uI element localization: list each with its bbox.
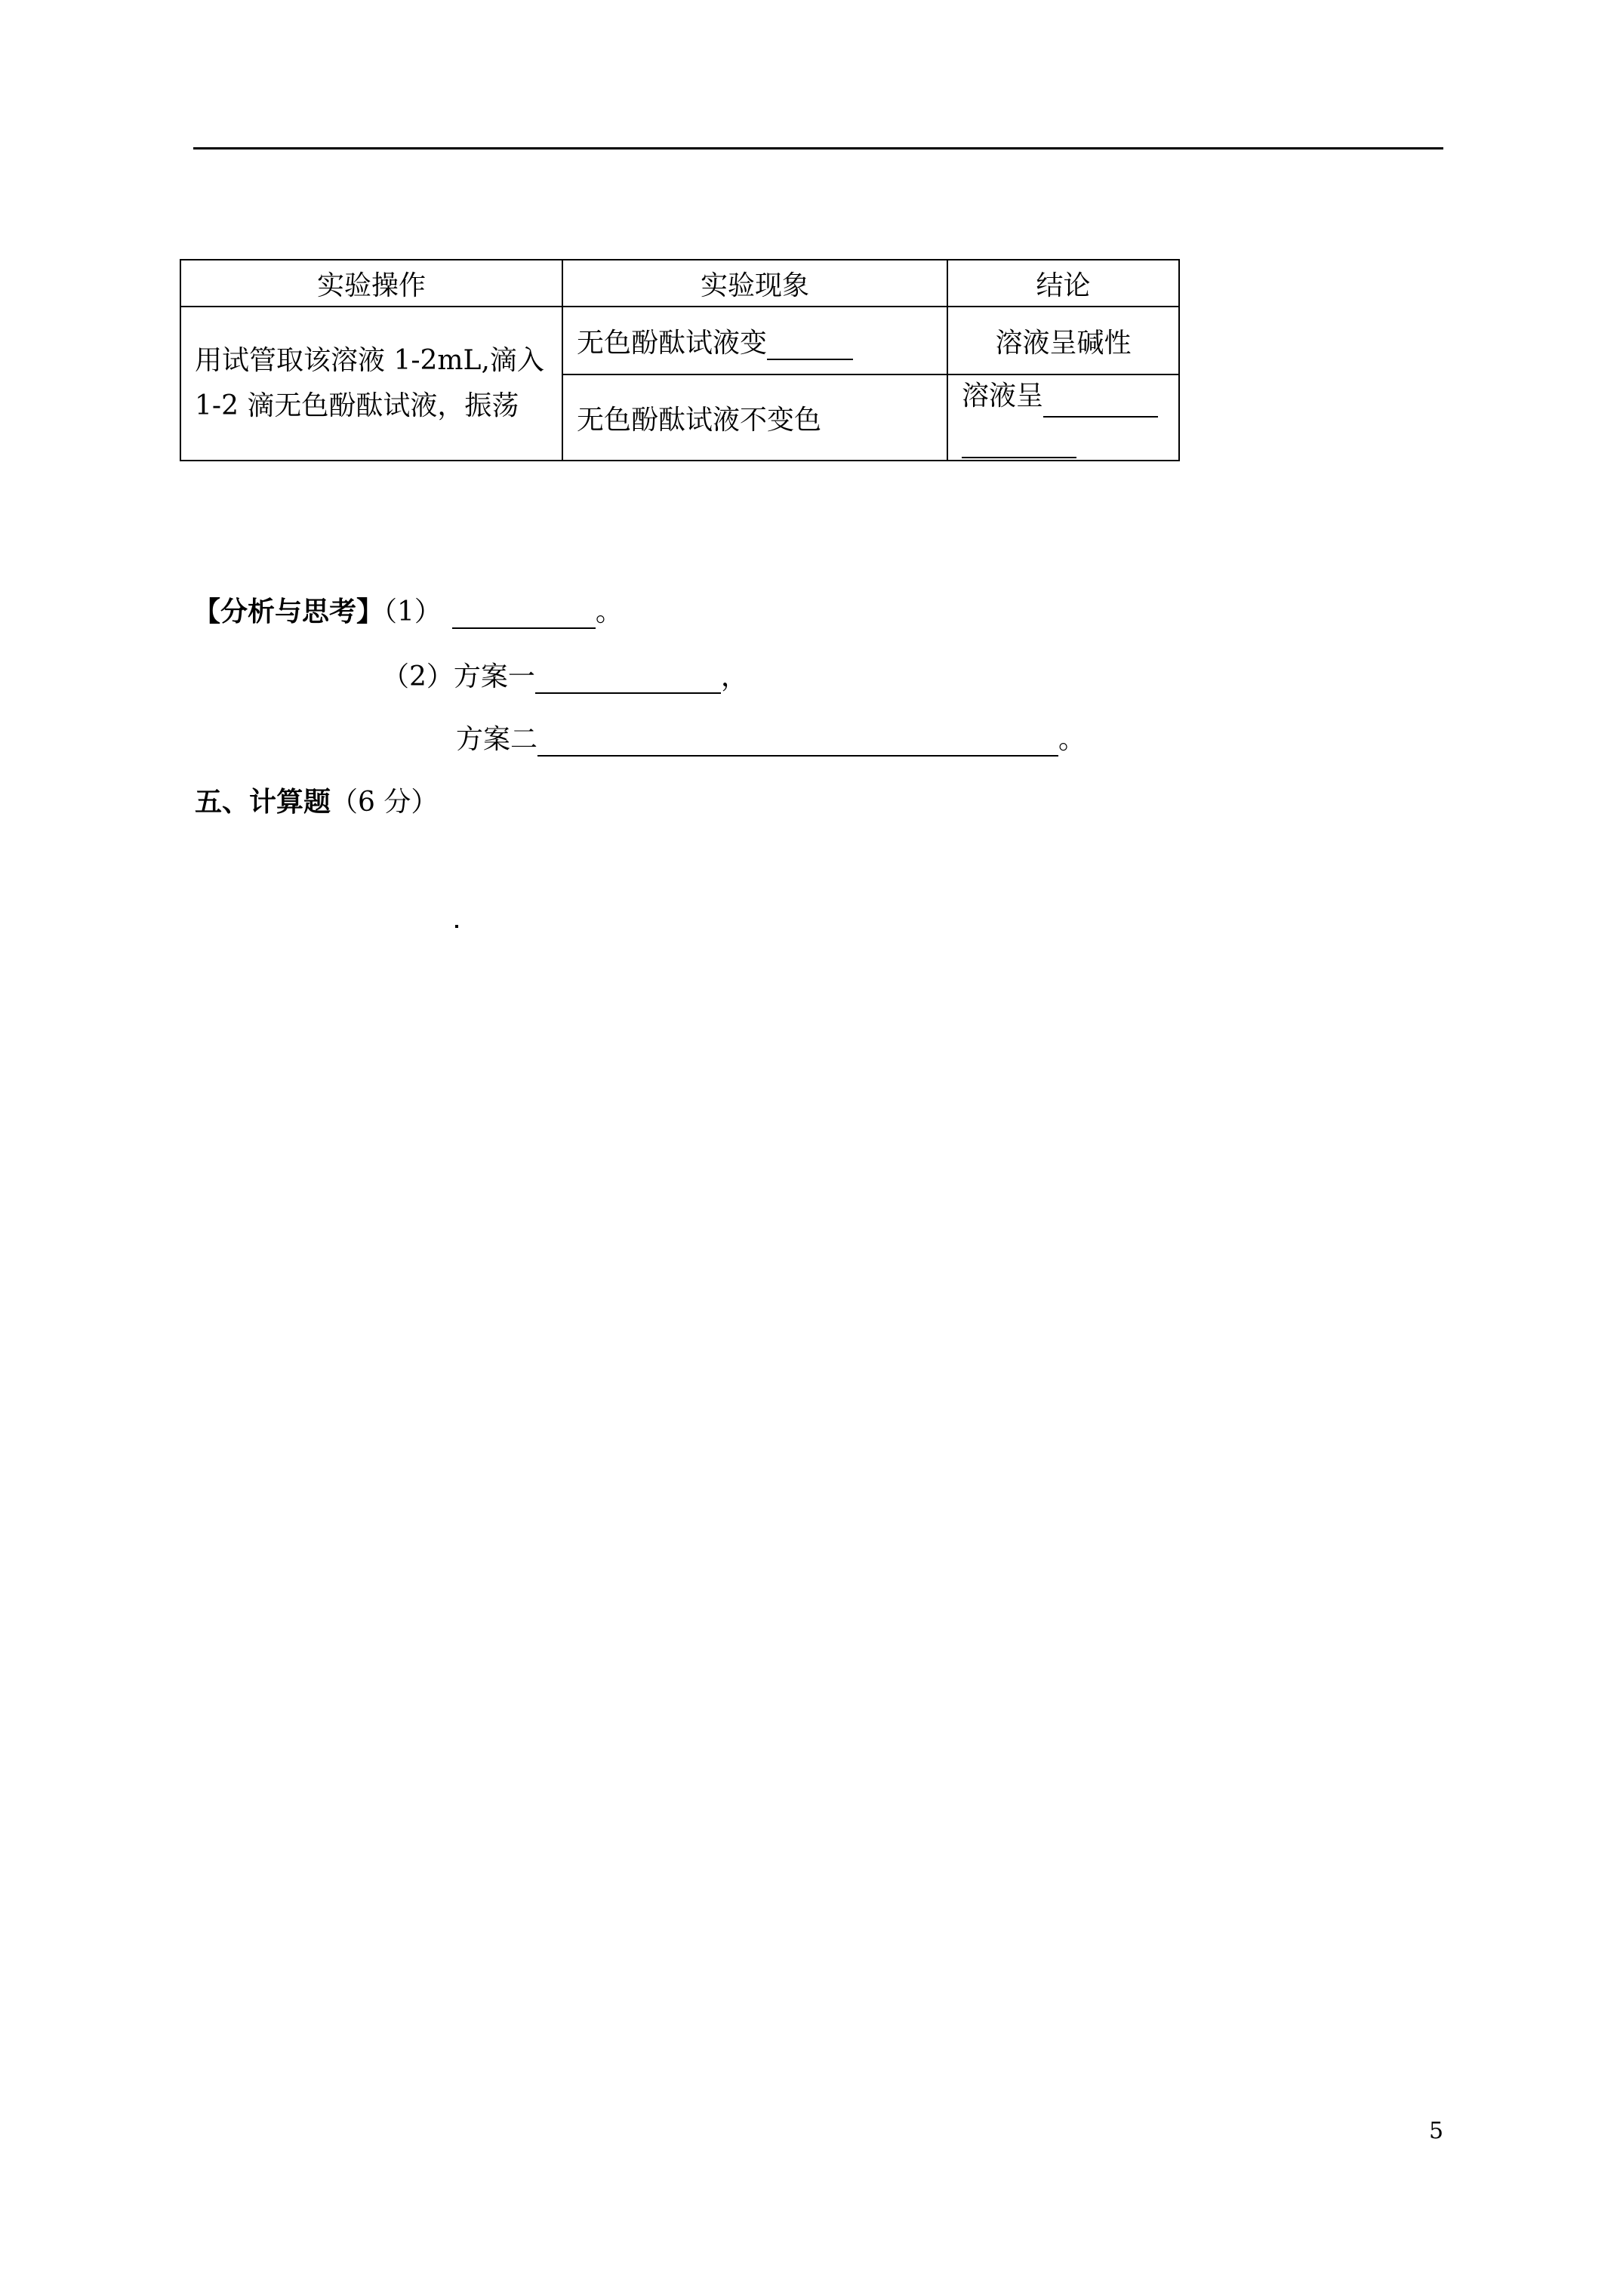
stray-dot xyxy=(455,925,458,928)
analysis-period-1: 。 xyxy=(595,596,623,627)
analysis-period-2: 。 xyxy=(1058,724,1086,755)
conclusion-cell-2 xyxy=(947,374,1179,461)
operation-cell xyxy=(180,307,562,461)
answer-blank-plan-2[interactable] xyxy=(537,724,1058,757)
answer-blank-plan-1[interactable] xyxy=(535,661,721,694)
conclusion-cell-1: 溶液呈碱性 xyxy=(947,307,1179,374)
section-5-heading xyxy=(195,781,438,819)
phenomenon-text-1: 无色酚酞试液变 xyxy=(577,327,768,359)
page-number: 5 xyxy=(1429,2118,1444,2144)
header-conclusion: 结论 xyxy=(947,260,1179,307)
answer-blank-color[interactable] xyxy=(767,328,853,360)
analysis-comma: ， xyxy=(720,661,748,692)
header-phenomenon: 实验现象 xyxy=(562,260,947,307)
analysis-plan-2: 方案二 xyxy=(456,724,538,755)
header-rule xyxy=(193,147,1443,149)
section-5-points: （6 分） xyxy=(331,787,439,818)
operation-line-1: 用试管取该溶液 1-2mL,滴入 xyxy=(195,345,544,376)
conclusion-text-2: 溶液呈 xyxy=(962,381,1044,411)
header-operation: 实验操作 xyxy=(180,260,562,307)
analysis-label: 【分析与思考】 xyxy=(193,596,384,627)
answer-blank-conclusion-b[interactable] xyxy=(962,418,1076,458)
analysis-item-1: （1） xyxy=(383,596,442,627)
answer-blank-analysis-1[interactable] xyxy=(452,596,596,629)
phenomenon-cell-1 xyxy=(562,307,947,374)
operation-line-2: 1-2 滴无色酚酞试液，振荡 xyxy=(195,390,519,421)
table-header-row xyxy=(180,260,1179,307)
answer-blank-conclusion-a[interactable] xyxy=(1043,377,1158,418)
analysis-item-2: （2）方案一 xyxy=(382,661,535,692)
section-5-title: 五、计算题 xyxy=(195,786,331,818)
analysis-line-2 xyxy=(382,655,748,694)
table-row xyxy=(180,307,1179,374)
phenomenon-cell-2: 无色酚酞试液不变色 xyxy=(562,374,947,461)
experiment-table xyxy=(180,259,1180,461)
analysis-line-1 xyxy=(193,590,623,629)
analysis-line-3 xyxy=(456,718,1086,757)
